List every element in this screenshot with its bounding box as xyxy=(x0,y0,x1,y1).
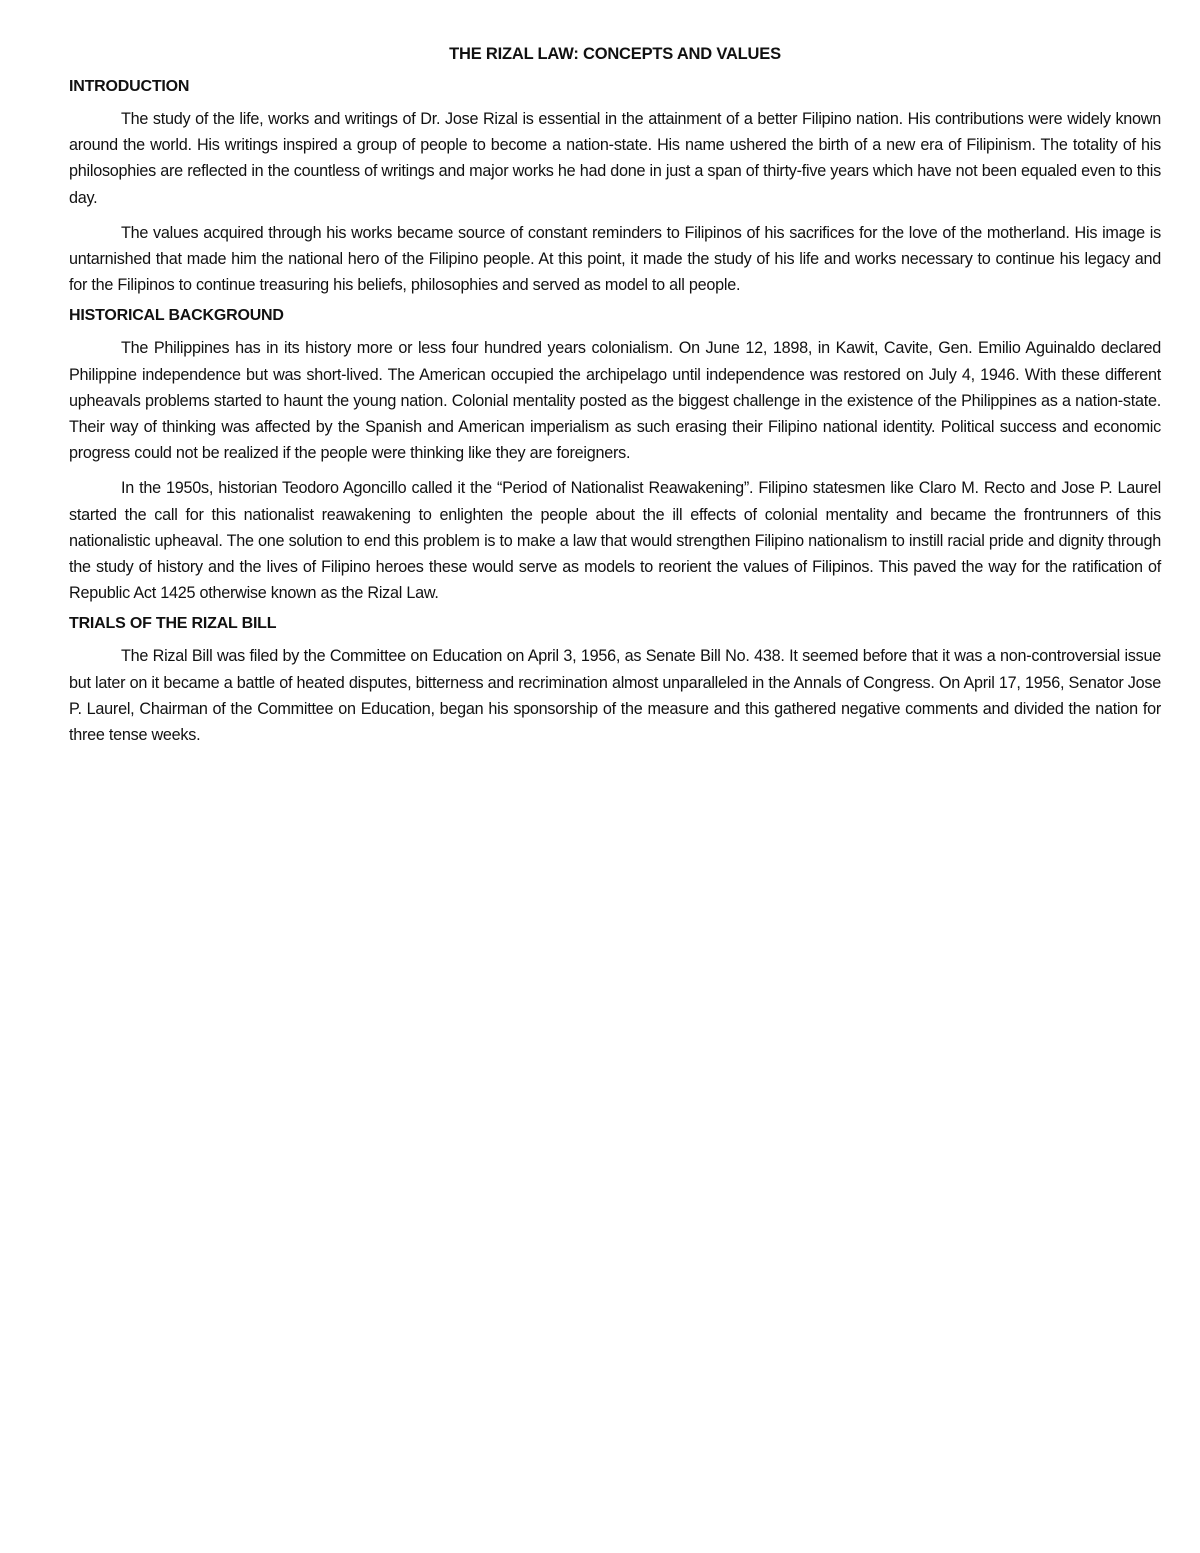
paragraph: In the 1950s, historian Teodoro Agoncillo called it the “Period of Nationalist Reawakening”. Filipino statesmen like Claro M. Recto and Jose P. Laurel started the call for this nationalist reawakening to enlighten the people about the ill effects of colonial mentality and became the frontrunners of this nationalistic upheaval. The one solution to end this problem is to make a law that would strengthen Filipino nationalism to instill racial pride and dignity through the study of history and the lives of Filipino heroes these would serve as models to reorient the values of Filipinos. This paved the way for the ratification of Republic Act 1425 otherwise known as the Rizal Law. xyxy=(69,479,1161,603)
section-heading: TRIALS OF THE RIZAL BILL xyxy=(69,615,277,633)
section-heading: HISTORICAL BACKGROUND xyxy=(69,307,284,325)
section-trials-of-the-rizal-bill xyxy=(69,615,1161,748)
paragraph: The Rizal Bill was filed by the Committee on Education on April 3, 1956, as Senate Bill No. 438. It seemed before that it was a non-controversial issue but later on it became a battle of heated disputes, bitterness and recrimination almost unparalleled in the Annals of Congress. On April 17, 1956, Senator Jose P. Laurel, Chairman of the Committee on Education, began his sponsorship of the measure and this gathered negative comments and divided the nation for three tense weeks. xyxy=(69,647,1161,745)
document-title: THE RIZAL LAW: CONCEPTS AND VALUES xyxy=(449,45,781,63)
paragraph: The Philippines has in its history more or less four hundred years colonialism. On June 12, 1898, in Kawit, Cavite, Gen. Emilio Aguinaldo declared Philippine independence but was short-lived. The American occupied the archipelago until independence was restored on July 4, 1946. With these different upheavals problems started to haunt the young nation. Colonial mentality posted as the biggest challenge in the existence of the Philippines as a nation-state. Their way of thinking was affected by the Spanish and American imperialism as such erasing their Filipino national identity. Political success and economic progress could not be realized if the people were thinking like they are foreigners. xyxy=(69,339,1161,463)
document-page xyxy=(69,45,1161,757)
section-heading: INTRODUCTION xyxy=(69,78,190,95)
paragraph: The values acquired through his works became source of constant reminders to Filipinos of his sacrifices for the love of the motherland. His image is untarnished that made him the national hero of the Filipino people. At this point, it made the study of his life and works necessary to continue his legacy and for the Filipinos to continue treasuring his beliefs, philosophies and served as model to all people. xyxy=(69,223,1161,295)
paragraph: The study of the life, works and writings of Dr. Jose Rizal is essential in the attainment of a better Filipino nation. His contributions were widely known around the world. His writings inspired a group of people to become a nation-state. His name ushered the birth of a new era of Filipinism. The totality of his philosophies are reflected in the countless of writings and major works he had done in just a span of thirty-five years which have not been equaled even to this day. xyxy=(69,110,1161,207)
section-introduction xyxy=(69,78,1161,298)
section-historical-background xyxy=(69,307,1161,606)
